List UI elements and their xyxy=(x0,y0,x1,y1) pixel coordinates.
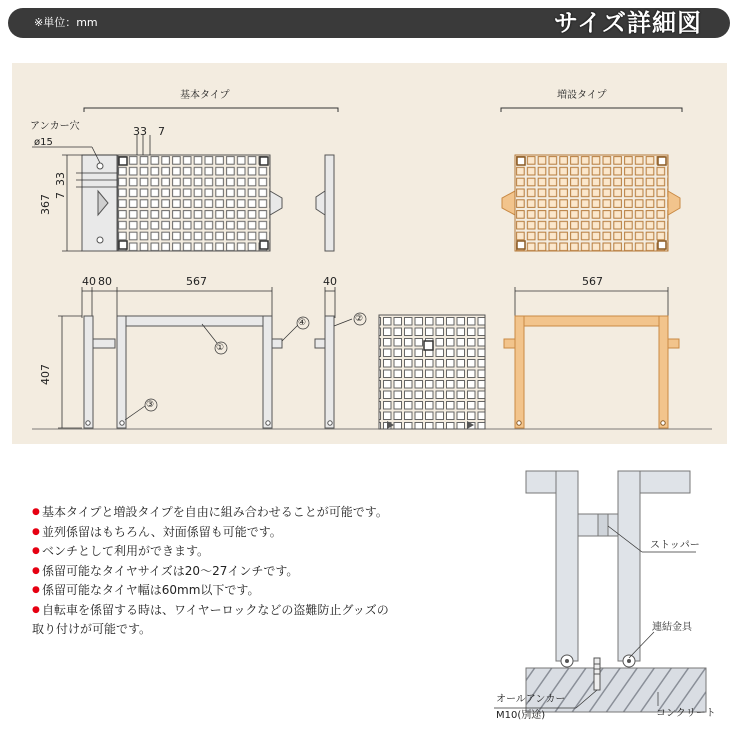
top-side-view xyxy=(316,155,334,251)
callout-4: ④ xyxy=(298,318,307,328)
header-bar xyxy=(8,8,730,38)
anchor-dia-label: ø15 xyxy=(34,137,53,148)
dim-80: 80 xyxy=(98,275,112,288)
dim-7-left: 7 xyxy=(54,192,67,199)
feature-item: ● ベンチとして利用ができます。 xyxy=(32,542,389,562)
extension-type-label: 増設タイプ xyxy=(557,90,607,101)
dim-7-top: 7 xyxy=(158,125,165,138)
unit-note: ※単位：mm xyxy=(34,16,98,29)
dimension-drawing xyxy=(12,63,727,444)
callout-2: ② xyxy=(355,314,364,324)
concrete-label: コンクリート xyxy=(656,708,716,719)
feature-item: ● 係留可能なタイヤ幅は60mm以下です。 xyxy=(32,581,389,601)
bullet-icon: ● xyxy=(32,565,40,576)
feature-item: ● 並列係留はもちろん、対面係留も可能です。 xyxy=(32,523,389,543)
dimension-drawing-panel xyxy=(12,63,727,444)
callout-3: ③ xyxy=(146,400,155,410)
anchor-label: オールアンカー xyxy=(496,694,566,705)
stopper-label: ストッパー xyxy=(650,540,700,551)
basic-type-bracket xyxy=(84,108,338,112)
page-title: サイズ詳細図 xyxy=(553,9,702,37)
dim-567-extension: 567 xyxy=(582,275,603,288)
dim-40-right: 40 xyxy=(323,275,337,288)
basic-type-label: 基本タイプ xyxy=(180,90,230,101)
grid-panel-front-view xyxy=(379,315,485,429)
connection-detail-figure xyxy=(490,462,730,738)
callout-1: ① xyxy=(216,343,225,353)
bullet-icon: ● xyxy=(32,604,40,615)
top-view-extension xyxy=(502,155,680,251)
bullet-icon: ● xyxy=(32,546,40,556)
dim-33-top: 33 xyxy=(133,125,147,138)
joint-label: 連結金具 xyxy=(652,622,692,633)
bullet-icon: ● xyxy=(32,526,40,537)
dim-567-basic: 567 xyxy=(186,275,207,288)
dim-40-left: 40 xyxy=(82,275,96,288)
top-view-basic xyxy=(82,155,282,251)
anchor-hole-label: アンカー穴 xyxy=(30,121,80,132)
dim-407: 407 xyxy=(39,364,52,385)
feature-item: ● 係留可能なタイヤサイズは20～27インチです。 xyxy=(32,562,389,582)
extension-type-bracket xyxy=(501,108,682,112)
feature-item: ● 自転車を係留する時は、ワイヤーロックなどの盗難防止グッズの 取り付けが可能です。 xyxy=(32,602,389,636)
dim-367: 367 xyxy=(39,194,52,215)
front-view-basic xyxy=(58,287,366,428)
anchor-spec-label: M10(別途) xyxy=(496,710,546,721)
bullet-icon: ● xyxy=(32,507,40,517)
feature-item: ● 基本タイプと増設タイプを自由に組み合わせることが可能です。 xyxy=(32,503,389,523)
front-view-extension xyxy=(504,287,679,428)
bullet-icon: ● xyxy=(32,585,40,595)
dim-33-left: 33 xyxy=(54,172,67,186)
feature-list xyxy=(32,503,389,640)
